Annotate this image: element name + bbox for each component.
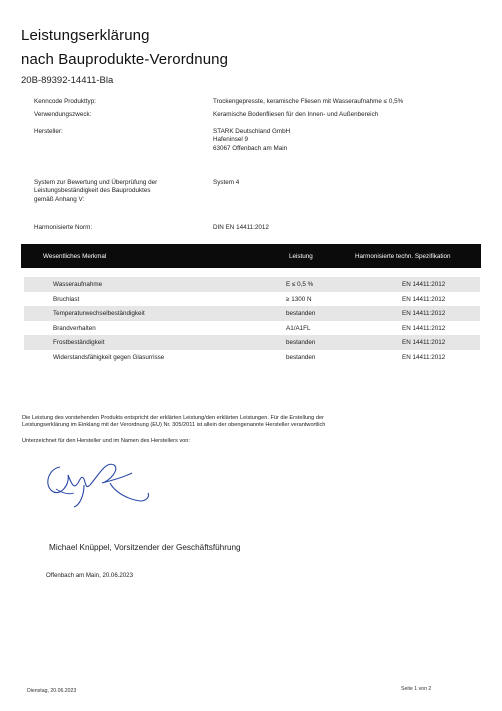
cell-merkmal: Temperaturwechselbeständigkeit xyxy=(53,310,145,317)
cell-leistung: E ≤ 0,5 % xyxy=(286,281,314,288)
statement-line2: Leistungserklärung im Einklang mit der Verordnung (EU) Nr. 305/2011 ist allein der obengenannte Hersteller verantwortlich xyxy=(22,422,326,429)
table-row xyxy=(24,292,480,307)
header-merkmal: Wesentliches Merkmal xyxy=(43,253,107,260)
cell-merkmal: Bruchlast xyxy=(53,295,80,303)
cell-leistung: bestanden xyxy=(286,339,316,346)
hersteller-label: Hersteller: xyxy=(34,128,63,135)
cell-spezifikation: EN 14411:2012 xyxy=(402,324,446,332)
handwritten-signature xyxy=(40,455,160,513)
verwendungszweck-label: Verwendungszweck: xyxy=(34,111,92,118)
table-row xyxy=(24,306,480,321)
system-label xyxy=(34,179,157,204)
cell-leistung: ≥ 1300 N xyxy=(286,295,312,303)
cell-spezifikation: EN 14411:2012 xyxy=(402,339,446,346)
cell-spezifikation: EN 14411:2012 xyxy=(402,295,446,303)
system-label-line1: System zur Bewertung und Überprüfung der xyxy=(34,179,158,186)
system-value: System 4 xyxy=(213,179,240,186)
cell-merkmal: Brandverhalten xyxy=(53,324,96,332)
hersteller-street: Hafeninsel 9 xyxy=(213,136,249,144)
document-number: 20B-89392-14411-Bla xyxy=(21,75,114,86)
document-title-line2: nach Bauprodukte-Verordnung xyxy=(21,51,229,68)
footer-page-number: Seite 1 von 2 xyxy=(401,686,432,692)
hersteller-city: 63067 Offenbach am Main xyxy=(213,144,288,152)
verwendungszweck-value: Keramische Bodenfliesen für den Innen- und Außenbereich xyxy=(213,111,379,118)
cell-merkmal: Widerstandsfähigkeit gegen Glasurrisse xyxy=(53,353,165,361)
cell-merkmal: Wasseraufnahme xyxy=(53,281,103,288)
statement-line1: Die Leistung des vorstehenden Produkts entspricht der erklärten Leistung/den erklärten Leistungen. Für die Erstellung der xyxy=(22,415,324,421)
table-header xyxy=(21,244,481,268)
header-leistung: Leistung xyxy=(289,253,313,260)
signer-name: Michael Knüppel, Vorsitzender der Geschäftsführung xyxy=(49,543,241,552)
cell-spezifikation: EN 14411:2012 xyxy=(402,353,446,361)
hersteller-address xyxy=(213,128,290,153)
table-row xyxy=(24,335,480,350)
cell-leistung: bestanden xyxy=(286,353,316,361)
footer-date: Dienstag, 20.06.2023 xyxy=(27,688,77,694)
cell-spezifikation: EN 14411:2012 xyxy=(402,310,446,317)
kenncode-value: Trockengepresste, keramische Fliesen mit Wasseraufnahme ≤ 0,5% xyxy=(213,98,404,105)
cell-spezifikation: EN 14411:2012 xyxy=(402,281,446,288)
header-spezifikation: Harmonisierte techn. Spezifikation xyxy=(355,253,451,260)
table-row xyxy=(24,350,480,365)
declaration-statement xyxy=(22,415,325,430)
system-label-line2: Leistungsbeständigkeit des Bauproduktes xyxy=(34,187,151,195)
system-label-line3: gemäß Anhang V: xyxy=(34,195,85,203)
place-date: Offenbach am Main, 20.06.2023 xyxy=(46,572,133,579)
table-row xyxy=(24,321,480,336)
kenncode-label: Kenncode Produkttyp: xyxy=(34,98,96,105)
cell-leistung: A1/A1FL xyxy=(286,324,311,332)
cell-merkmal: Frostbeständigkeit xyxy=(53,339,105,346)
cell-leistung: bestanden xyxy=(286,310,316,317)
norm-label: Harmonisierte Norm: xyxy=(34,224,93,231)
norm-value: DIN EN 14411:2012 xyxy=(213,224,269,231)
document-title-line1: Leistungserklärung xyxy=(21,27,150,44)
signed-for-label: Unterzeichnet für den Hersteller und im Namen des Herstellers von: xyxy=(22,438,190,444)
hersteller-name: STARK Deutschland GmbH xyxy=(213,128,291,135)
table-row xyxy=(24,277,480,292)
